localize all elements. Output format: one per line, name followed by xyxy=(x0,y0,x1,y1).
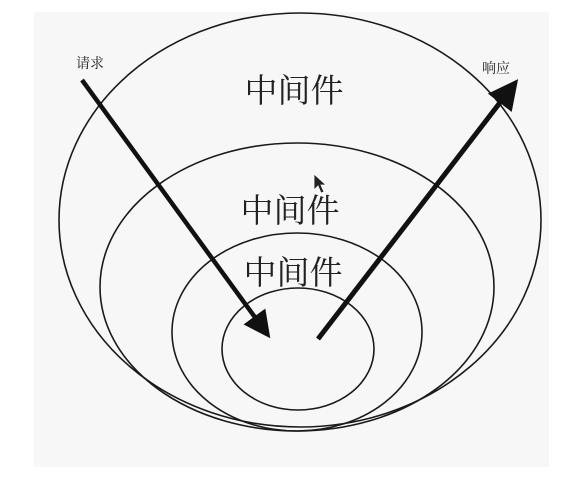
response-label: 响应 xyxy=(482,61,510,77)
inner-layer-label: 中间件 xyxy=(243,253,343,292)
request-arrow xyxy=(82,80,265,331)
outer-layer-label: 中间件 xyxy=(244,71,344,110)
request-label: 请求 xyxy=(76,56,104,72)
middle-layer-label: 中间件 xyxy=(240,191,340,230)
